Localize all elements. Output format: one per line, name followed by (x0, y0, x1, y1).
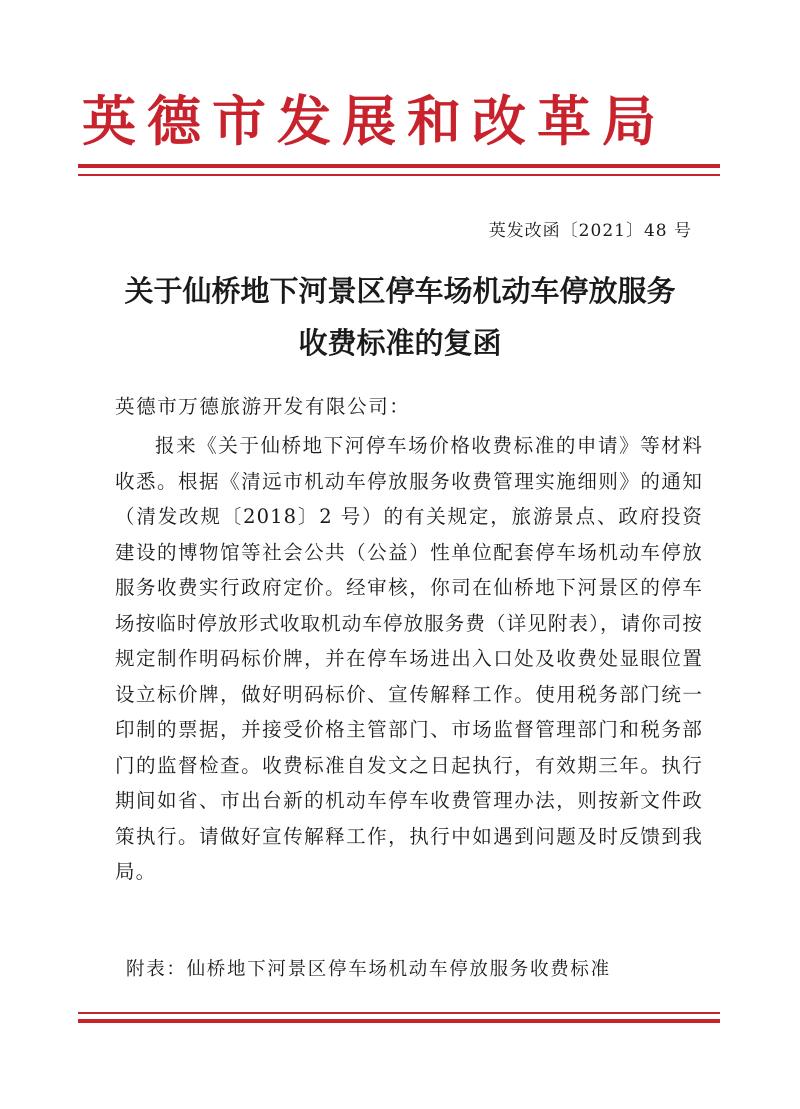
addressee: 英德市万德旅游开发有限公司： (115, 395, 411, 418)
footer-rule-thin (78, 1012, 720, 1014)
attachment-note: 附表：仙桥地下河景区停车场机动车停放服务收费标准 (126, 959, 611, 980)
body-paragraph: 报来《关于仙桥地下河停车场价格收费标准的申请》等材料收悉。根据《清远市机动车停放服务收费管理实施细则》的通知（清发改规〔2018〕2 号）的有关规定，旅游景点、政府投资建设的博物馆等社会公共（公益）性单位配套停车场机动车停放服务收费实行政府定价。经审核，你司在仙桥地下河景区的停车场按临时停放形式收取机动车停放服务费（详见附表），请你司按规定制作明码标价牌，并在停车场进出入口处及收费处显眼位置设立标价牌，做好明码标价、宣传解释工作。使用税务部门统一印制的票据，并接受价格主管部门、市场监督管理部门和税务部门的监督检查。收费标准自发文之日起执行，有效期三年。执行期间如省、市出台新的机动车停车收费管理办法，则按新文件政策执行。请做好宣传解释工作，执行中如遇到问题及时反馈到我局。 (115, 434, 703, 883)
header-rule-thin (78, 174, 720, 176)
document-title-line-2: 收费标准的复函 (298, 326, 502, 360)
header-rule-thick (78, 164, 720, 168)
document-title-line-1: 关于仙桥地下河景区停车场机动车停放服务 (124, 274, 676, 308)
footer-rule-thick (78, 1019, 720, 1023)
agency-header-title: 英德市发展和改革局 (82, 89, 667, 153)
document-number: 英发改函〔2021〕48 号 (488, 221, 692, 241)
